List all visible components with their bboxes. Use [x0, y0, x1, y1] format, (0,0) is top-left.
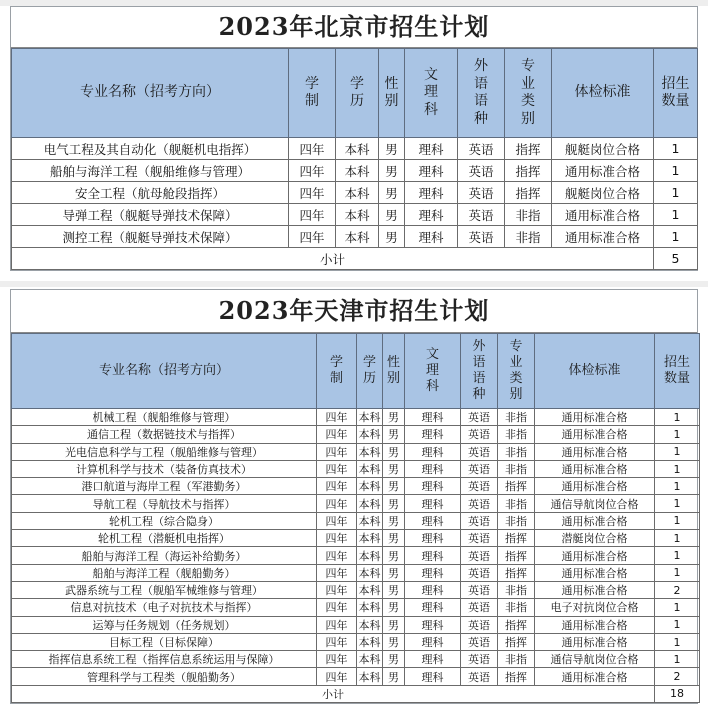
cell-language: 英语	[461, 599, 498, 616]
header-gender-char: 性	[384, 75, 399, 92]
cell-gender: 男	[379, 160, 405, 182]
cell-physical: 通用标准合格	[552, 160, 654, 182]
header-category-char: 业	[509, 354, 523, 370]
cell-gender: 男	[383, 495, 405, 512]
cell-gender: 男	[383, 443, 405, 460]
table-row	[12, 495, 700, 512]
cell-physical: 通用标准合格	[535, 443, 655, 460]
subtotal-label: 小计	[12, 248, 654, 270]
cell-quota: 1	[655, 547, 700, 564]
cell-duration: 四年	[317, 651, 357, 668]
cell-major: 港口航道与海岸工程（军港勤务）	[12, 478, 317, 495]
cell-language: 英语	[461, 426, 498, 443]
header-track-char: 理	[425, 362, 439, 378]
cell-language: 英语	[461, 581, 498, 598]
header-language	[458, 49, 505, 138]
table-row	[12, 547, 700, 564]
cell-quota: 1	[654, 182, 698, 204]
header-gender	[383, 334, 405, 409]
cell-gender: 男	[383, 460, 405, 477]
header-category-char: 别	[521, 110, 535, 127]
cell-duration: 四年	[289, 138, 336, 160]
beijing-table	[11, 48, 698, 270]
cell-track: 理科	[405, 478, 461, 495]
cell-category: 非指	[505, 204, 552, 226]
header-language-char: 语	[474, 75, 488, 92]
cell-duration: 四年	[317, 633, 357, 650]
header-category-char: 别	[509, 387, 523, 403]
cell-major: 指挥信息系统工程（指挥信息系统运用与保障）	[12, 651, 317, 668]
header-degree	[336, 49, 379, 138]
cell-major: 导航工程（导航技术与指挥）	[12, 495, 317, 512]
header-degree-char: 学	[362, 354, 376, 370]
cell-track: 理科	[405, 530, 461, 547]
cell-physical: 电子对抗岗位合格	[535, 599, 655, 616]
cell-duration: 四年	[317, 409, 357, 426]
cell-category: 非指	[498, 651, 535, 668]
cell-category: 非指	[498, 495, 535, 512]
cell-physical: 通用标准合格	[535, 426, 655, 443]
cell-category: 指挥	[498, 616, 535, 633]
cell-gender: 男	[383, 616, 405, 633]
header-track	[405, 49, 458, 138]
header-track	[405, 334, 461, 409]
header-track-char: 科	[424, 101, 438, 118]
cell-degree: 本科	[357, 495, 383, 512]
header-gender-char: 别	[384, 93, 399, 109]
cell-quota: 1	[655, 616, 700, 633]
cell-degree: 本科	[357, 564, 383, 581]
table-row	[12, 460, 700, 477]
header-major: 专业名称（招考方向）	[12, 49, 289, 138]
header-track-char: 文	[425, 346, 439, 362]
cell-gender: 男	[383, 633, 405, 650]
cell-physical: 通用标准合格	[535, 547, 655, 564]
cell-duration: 四年	[317, 478, 357, 495]
header-track-char: 科	[425, 379, 439, 395]
cell-language: 英语	[461, 443, 498, 460]
cell-track: 理科	[405, 160, 458, 182]
header-degree	[357, 334, 383, 409]
cell-physical: 通用标准合格	[535, 460, 655, 477]
header-duration-char: 学	[305, 75, 319, 92]
tianjin-plan-table	[10, 289, 698, 704]
cell-major: 管理科学与工程类（舰船勤务）	[12, 668, 317, 685]
cell-language: 英语	[461, 530, 498, 547]
cell-physical: 潜艇岗位合格	[535, 530, 655, 547]
cell-duration: 四年	[289, 160, 336, 182]
cell-gender: 男	[379, 182, 405, 204]
subtotal-value: 18	[655, 685, 700, 702]
cell-quota: 1	[654, 226, 698, 248]
cell-physical: 通信导航岗位合格	[535, 651, 655, 668]
cell-major: 信息对抗技术（电子对抗技术与指挥）	[12, 599, 317, 616]
header-duration-char: 学	[329, 354, 343, 370]
tianjin-body	[12, 409, 700, 703]
header-language-char: 种	[474, 110, 488, 127]
cell-major: 船舶与海洋工程（舰船勤务）	[12, 564, 317, 581]
cell-language: 英语	[461, 564, 498, 581]
cell-gender: 男	[383, 478, 405, 495]
cell-track: 理科	[405, 182, 458, 204]
cell-language: 英语	[461, 460, 498, 477]
cell-track: 理科	[405, 547, 461, 564]
cell-physical: 通用标准合格	[535, 564, 655, 581]
cell-duration: 四年	[289, 204, 336, 226]
cell-physical: 通用标准合格	[535, 616, 655, 633]
cell-category: 非指	[498, 409, 535, 426]
cell-category: 指挥	[505, 138, 552, 160]
cell-degree: 本科	[357, 512, 383, 529]
cell-duration: 四年	[317, 460, 357, 477]
cell-track: 理科	[405, 651, 461, 668]
table-row	[12, 564, 700, 581]
cell-degree: 本科	[336, 138, 379, 160]
cell-track: 理科	[405, 599, 461, 616]
cell-quota: 1	[655, 599, 700, 616]
cell-duration: 四年	[317, 581, 357, 598]
cell-quota: 2	[655, 581, 700, 598]
cell-quota: 2	[655, 668, 700, 685]
tianjin-header-row	[12, 334, 700, 409]
header-category-char: 业	[521, 75, 535, 92]
cell-quota: 1	[655, 530, 700, 547]
cell-gender: 男	[383, 564, 405, 581]
header-quota-char: 招生	[661, 75, 690, 92]
table-row	[12, 633, 700, 650]
header-duration-char: 制	[329, 371, 343, 386]
cell-language: 英语	[458, 204, 505, 226]
subtotal-row	[12, 248, 698, 270]
cell-physical: 通用标准合格	[535, 478, 655, 495]
cell-category: 非指	[498, 599, 535, 616]
cell-category: 指挥	[498, 564, 535, 581]
header-language-char: 语	[472, 371, 486, 386]
cell-category: 非指	[498, 426, 535, 443]
cell-track: 理科	[405, 409, 461, 426]
cell-major: 电气工程及其自动化（舰艇机电指挥）	[12, 138, 289, 160]
table-row	[12, 426, 700, 443]
cell-category: 指挥	[505, 182, 552, 204]
cell-quota: 1	[654, 138, 698, 160]
header-degree-char: 历	[350, 93, 364, 109]
header-gender-char: 性	[386, 354, 400, 370]
cell-quota: 1	[655, 426, 700, 443]
cell-duration: 四年	[317, 426, 357, 443]
cell-gender: 男	[383, 668, 405, 685]
cell-gender: 男	[379, 226, 405, 248]
cell-language: 英语	[461, 409, 498, 426]
cell-track: 理科	[405, 138, 458, 160]
table-row	[12, 651, 700, 668]
subtotal-value: 5	[654, 248, 698, 270]
cell-gender: 男	[383, 530, 405, 547]
header-quota-char: 招生	[663, 354, 690, 370]
header-category-char: 专	[509, 338, 523, 354]
cell-physical: 通用标准合格	[535, 512, 655, 529]
cell-major: 船舶与海洋工程（舰船维修与管理）	[12, 160, 289, 182]
cell-language: 英语	[461, 512, 498, 529]
header-quota	[655, 334, 700, 409]
cell-major: 计算机科学与技术（装备仿真技术）	[12, 460, 317, 477]
cell-degree: 本科	[357, 599, 383, 616]
cell-track: 理科	[405, 204, 458, 226]
cell-major: 导弹工程（舰艇导弹技术保障）	[12, 204, 289, 226]
table-row	[12, 160, 698, 182]
header-degree-char: 历	[362, 371, 376, 386]
cell-physical: 通用标准合格	[535, 581, 655, 598]
cell-duration: 四年	[317, 564, 357, 581]
cell-quota: 1	[655, 443, 700, 460]
header-gender-char: 别	[386, 371, 400, 386]
cell-degree: 本科	[357, 460, 383, 477]
cell-track: 理科	[405, 616, 461, 633]
cell-degree: 本科	[357, 633, 383, 650]
header-language-char: 语	[474, 93, 488, 109]
header-physical: 体检标准	[535, 334, 655, 409]
cell-language: 英语	[461, 633, 498, 650]
cell-track: 理科	[405, 443, 461, 460]
header-language-char: 外	[472, 338, 486, 354]
cell-physical: 舰艇岗位合格	[552, 138, 654, 160]
cell-track: 理科	[405, 668, 461, 685]
cell-category: 非指	[498, 443, 535, 460]
cell-quota: 1	[655, 478, 700, 495]
cell-track: 理科	[405, 460, 461, 477]
subtotal-row	[12, 685, 700, 702]
header-degree-char: 学	[350, 75, 364, 92]
cell-duration: 四年	[289, 182, 336, 204]
tianjin-title: 2023年天津市招生计划	[11, 290, 697, 333]
section-divider	[0, 281, 708, 287]
cell-track: 理科	[405, 633, 461, 650]
cell-duration: 四年	[317, 547, 357, 564]
beijing-plan-table	[10, 6, 698, 271]
cell-quota: 1	[654, 204, 698, 226]
cell-physical: 舰艇岗位合格	[552, 182, 654, 204]
cell-track: 理科	[405, 581, 461, 598]
cell-quota: 1	[655, 651, 700, 668]
cell-physical: 通用标准合格	[552, 226, 654, 248]
cell-track: 理科	[405, 512, 461, 529]
cell-duration: 四年	[317, 616, 357, 633]
table-row	[12, 512, 700, 529]
cell-degree: 本科	[357, 581, 383, 598]
tianjin-table	[11, 333, 700, 703]
cell-language: 英语	[461, 668, 498, 685]
cell-language: 英语	[461, 495, 498, 512]
subtotal-label: 小计	[12, 685, 655, 702]
header-quota-char: 数量	[663, 371, 690, 386]
table-row	[12, 530, 700, 547]
cell-duration: 四年	[317, 512, 357, 529]
cell-quota: 1	[655, 633, 700, 650]
cell-physical: 通用标准合格	[535, 668, 655, 685]
cell-category: 非指	[498, 581, 535, 598]
header-duration	[317, 334, 357, 409]
cell-gender: 男	[383, 409, 405, 426]
cell-degree: 本科	[336, 160, 379, 182]
cell-degree: 本科	[357, 478, 383, 495]
cell-language: 英语	[458, 138, 505, 160]
cell-major: 运筹与任务规划（任务规划）	[12, 616, 317, 633]
cell-category: 非指	[498, 512, 535, 529]
cell-degree: 本科	[357, 409, 383, 426]
cell-language: 英语	[461, 547, 498, 564]
header-gender	[379, 49, 405, 138]
cell-duration: 四年	[289, 226, 336, 248]
cell-gender: 男	[383, 426, 405, 443]
table-row	[12, 138, 698, 160]
cell-gender: 男	[383, 512, 405, 529]
cell-major: 测控工程（舰艇导弹技术保障）	[12, 226, 289, 248]
cell-degree: 本科	[357, 443, 383, 460]
table-row	[12, 182, 698, 204]
header-category-char: 专	[521, 58, 535, 74]
cell-degree: 本科	[336, 182, 379, 204]
table-row	[12, 668, 700, 685]
header-duration	[289, 49, 336, 138]
header-quota-char: 数量	[661, 93, 690, 109]
cell-category: 指挥	[498, 633, 535, 650]
header-language-char: 种	[472, 387, 486, 403]
header-language-char: 语	[472, 354, 486, 370]
cell-duration: 四年	[317, 495, 357, 512]
cell-degree: 本科	[357, 530, 383, 547]
table-row	[12, 478, 700, 495]
cell-major: 通信工程（数据链技术与指挥）	[12, 426, 317, 443]
cell-major: 轮机工程（综合隐身）	[12, 512, 317, 529]
beijing-title: 2023年北京市招生计划	[11, 7, 697, 48]
cell-language: 英语	[458, 182, 505, 204]
table-row	[12, 204, 698, 226]
cell-category: 指挥	[498, 478, 535, 495]
cell-track: 理科	[405, 226, 458, 248]
cell-quota: 1	[655, 512, 700, 529]
cell-physical: 通信导航岗位合格	[535, 495, 655, 512]
cell-gender: 男	[379, 138, 405, 160]
cell-physical: 通用标准合格	[552, 204, 654, 226]
header-language	[461, 334, 498, 409]
table-row	[12, 599, 700, 616]
cell-major: 武器系统与工程（舰船军械维修与管理）	[12, 581, 317, 598]
cell-major: 轮机工程（潜艇机电指挥）	[12, 530, 317, 547]
cell-category: 指挥	[505, 160, 552, 182]
cell-quota: 1	[655, 495, 700, 512]
cell-duration: 四年	[317, 599, 357, 616]
header-physical: 体检标准	[552, 49, 654, 138]
beijing-body	[12, 138, 698, 270]
cell-language: 英语	[458, 160, 505, 182]
cell-degree: 本科	[357, 651, 383, 668]
cell-quota: 1	[655, 409, 700, 426]
header-duration-char: 制	[305, 93, 319, 109]
cell-track: 理科	[405, 564, 461, 581]
cell-gender: 男	[383, 547, 405, 564]
cell-major: 光电信息科学与工程（舰船维修与管理）	[12, 443, 317, 460]
cell-category: 指挥	[498, 530, 535, 547]
header-language-char: 外	[474, 58, 488, 74]
cell-duration: 四年	[317, 668, 357, 685]
header-category	[505, 49, 552, 138]
cell-gender: 男	[383, 599, 405, 616]
header-track-char: 理	[424, 84, 438, 101]
cell-track: 理科	[405, 426, 461, 443]
cell-quota: 1	[655, 564, 700, 581]
cell-track: 理科	[405, 495, 461, 512]
cell-category: 指挥	[498, 547, 535, 564]
cell-major: 安全工程（航母舱段指挥）	[12, 182, 289, 204]
cell-degree: 本科	[336, 204, 379, 226]
header-category	[498, 334, 535, 409]
cell-quota: 1	[655, 460, 700, 477]
beijing-header-row	[12, 49, 698, 138]
cell-duration: 四年	[317, 530, 357, 547]
table-row	[12, 443, 700, 460]
cell-category: 非指	[498, 460, 535, 477]
cell-major: 船舶与海洋工程（海运补给勤务）	[12, 547, 317, 564]
cell-major: 机械工程（舰船维修与管理）	[12, 409, 317, 426]
table-row	[12, 616, 700, 633]
cell-physical: 通用标准合格	[535, 633, 655, 650]
cell-degree: 本科	[357, 547, 383, 564]
cell-language: 英语	[461, 478, 498, 495]
cell-category: 非指	[505, 226, 552, 248]
cell-language: 英语	[461, 616, 498, 633]
table-row	[12, 581, 700, 598]
cell-degree: 本科	[357, 426, 383, 443]
cell-gender: 男	[383, 581, 405, 598]
cell-category: 指挥	[498, 668, 535, 685]
cell-gender: 男	[383, 651, 405, 668]
table-row	[12, 226, 698, 248]
cell-language: 英语	[458, 226, 505, 248]
header-quota	[654, 49, 698, 138]
cell-degree: 本科	[357, 616, 383, 633]
cell-gender: 男	[379, 204, 405, 226]
cell-major: 目标工程（目标保障）	[12, 633, 317, 650]
header-major: 专业名称（招考方向）	[12, 334, 317, 409]
cell-language: 英语	[461, 651, 498, 668]
header-category-char: 类	[509, 371, 523, 386]
cell-duration: 四年	[317, 443, 357, 460]
header-category-char: 类	[521, 93, 535, 109]
table-row	[12, 409, 700, 426]
cell-physical: 通用标准合格	[535, 409, 655, 426]
cell-degree: 本科	[357, 668, 383, 685]
header-track-char: 文	[424, 66, 438, 83]
cell-quota: 1	[654, 160, 698, 182]
cell-degree: 本科	[336, 226, 379, 248]
